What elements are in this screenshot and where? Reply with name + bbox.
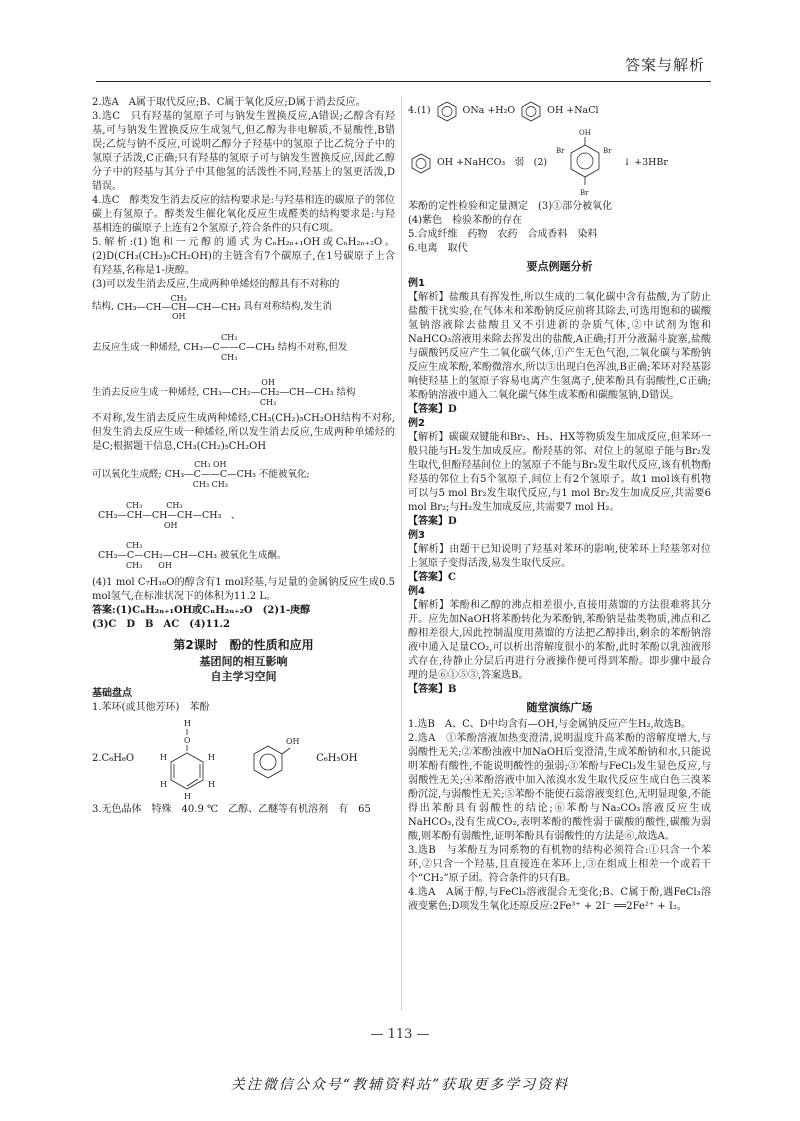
precipitate-arrow-icon: ↓ xyxy=(623,157,632,168)
basics-1: 1.苯环(或其他芳环) 苯酚 xyxy=(92,702,210,713)
answer-4-line4: (4)紫色 检验苯酚的存在 xyxy=(408,215,523,226)
svg-text:H: H xyxy=(208,780,216,789)
formula-1-chain: CH₃—CH—CH—CH—CH₃ xyxy=(117,301,241,313)
formula-4-top: CH₃ OH xyxy=(194,460,227,469)
answer-5-key: 答案:(1)CₙH₂ₙ₊₁OH或CₙH₂ₙ₊₂O (2)1-庚醇 xyxy=(92,605,311,616)
formula-1-substituent: CH₃ xyxy=(170,293,187,303)
formula-row-6: CH₃ CH₃—C—CH₂—CH—CH₃ CH₃ OH 被氧化生成酮。 xyxy=(98,541,287,570)
reaction-row-1: 4.(1) ONa +H₂O OH +NaCl xyxy=(408,96,711,126)
answer-5-key2: (3)C D B AC (4)11.2 xyxy=(92,619,230,630)
formula-4-chain: CH₃—C——C—CH₃ xyxy=(164,469,256,480)
formula-row-1: 结构, CH₃ CH₃—CH—CH—CH—CH₃ OH 具有对称结构,发生消 xyxy=(92,293,332,321)
formula-5-chain: CH₃—CH—CH—CH—CH₃ 、 xyxy=(98,510,241,521)
formula-5-bottom: OH xyxy=(164,521,178,530)
svg-text:H: H xyxy=(184,792,192,801)
footer-note: 关注微信公众号“教辅资料站”获取更多学习资料 xyxy=(230,1077,570,1093)
answer-5: 5.合成纤维 药物 农药 合成香料 染料 xyxy=(408,229,598,240)
practice-2: 2.选A ①苯酚溶液加热变澄清,说明温度升高苯酚的溶解度增大,与弱酸性无关;②苯酚浊液中加NaOH后变澄清,生成苯酚钠和水,只能说明苯酚有酸性,不能说明酸性的强弱;③苯酚与FeCl₃发生显色反应,与弱酸性无关;④苯酚溶液中加入浓溴水发生取代反应生成白色三溴苯酚沉淀,与弱酸性无关;⑤苯酚不能使石蕊溶液变红色,无明显现象,不能得出苯酚具有弱酸性的结论;⑥苯酚与Na₂CO₃溶液反应生成NaHCO₃,没有生成CO₂,表明苯酚的酸性弱于碳酸的酸性,碳酸为弱酸,则苯酚有弱酸性,证明苯酚具有弱酸性的方法是⑥,故选A。 xyxy=(408,733,711,842)
answer-4-line3: 苯酚的定性检验和定量测定 (3)①部分被氧化 xyxy=(408,201,613,212)
example-4-answer: 【答案】B xyxy=(408,684,457,695)
svg-text:Br: Br xyxy=(556,147,565,155)
formula-1-hydroxyl: OH xyxy=(171,311,186,321)
svg-text:O: O xyxy=(184,736,191,745)
example-1-answer: 【答案】D xyxy=(408,404,457,415)
phenol-kekule-structure-icon xyxy=(148,717,228,801)
example-2-answer: 【答案】D xyxy=(408,516,457,527)
formula-2-top: CH₃ xyxy=(221,333,238,342)
example-3-label: 例3 xyxy=(408,530,425,541)
answer-5-part1: 5.解析:(1)饱和一元醇的通式为CₙH₂ₙ₊₁OH或CₙH₂ₙ₊₂O。(2)D(CH₃(CH₂)₅CH₂OH)的主链含有7个碳原子,在1号碳原子上含有羟基,名称是1-庚醇。 xyxy=(92,237,395,276)
left-column xyxy=(92,96,395,1011)
header-title: 答案与解析 xyxy=(624,56,705,74)
phenol-structures: 2.C₆H₆O H O H H H H H OH C₆H₅OH xyxy=(92,719,358,801)
example-3-answer: 【答案】C xyxy=(408,572,456,583)
svg-text:H: H xyxy=(160,780,168,789)
answer-5-part3b: 不对称,发生消去反应生成两种烯烃,CH₃(CH₂)₅CH₂OH结构不对称,但发生消去反应生成一种烯烃,所以发生消去反应,生成两种单烯烃的是C;根据题干信息,CH₃(CH₂)₅CH₂OH xyxy=(92,413,395,452)
svg-text:OH: OH xyxy=(579,129,591,137)
reaction-row-2: OH +NaHCO₃ 弱 (2) OH Br Br Br ↓ +3HBr xyxy=(408,126,711,200)
svg-text:Br: Br xyxy=(580,189,589,197)
svg-text:H: H xyxy=(208,753,216,762)
formula-6-chain: CH₃—C—CH₂—CH—CH₃ xyxy=(98,550,217,561)
phenol-ring-structure-icon xyxy=(242,724,302,794)
formula-row-5 xyxy=(92,496,395,536)
formula-6-bottom: CH₃ OH xyxy=(126,561,172,570)
svg-text:H: H xyxy=(184,719,192,728)
section-practice: 随堂演练广场 xyxy=(526,701,593,714)
formula-2-bottom: CH₃ xyxy=(221,353,238,362)
example-2-explanation: 【解析】碳碳双键能和Br₂、H₂、HX等物质发生加成反应,但苯环一般只能与H₂发生加成反应。酚羟基的邻、对位上的氢原子能与Br₂发生取代,但酚羟基间位上的氢原子不能与Br₂发生取代反应,该有机物酚羟基的邻位上有5个氢原子,间位上有2个氢原子。故1 mol该有机物可以与5 mol Br₂发生取代反应,与1 mol Br₂发生加成反应,共需要6 mol Br₂;与H₂发生加成反应,共需要7 mol H₂。 xyxy=(408,432,711,513)
answer-5-part3: (3)可以发生消去反应,生成两种单烯烃的醇具有不对称的 xyxy=(92,279,340,290)
answer-6: 6.电离 取代 xyxy=(408,243,468,254)
practice-3: 3.选B 与苯酚互为同系物的有机物的结构必须符合:①只含一个苯环,②只含一个羟基,且直接连在苯环上,③在组成上相差一个或若干个“CH₂”原子团。符合条件的只有B。 xyxy=(408,845,711,884)
formula-4-bottom: CH₃ CH₃ xyxy=(192,480,228,489)
right-column xyxy=(408,96,711,1011)
example-4-label: 例4 xyxy=(408,586,425,597)
formula-row-2: 去反应生成一种烯烃, CH₃ CH₃—C——C—CH₃ CH₃ 结构不对称,但发 xyxy=(92,333,348,362)
example-4-explanation: 【解析】苯酚和乙醇的沸点相差很小,直接用蒸馏的方法很难将其分开。应先加NaOH将苯酚转化为苯酚钠,苯酚钠是盐类物质,沸点和乙醇相差很大,因此控制温度用蒸馏的方法把乙醇排出,剩余的苯酚钠溶液中通入足量CO₂,可以析出溶解度很小的苯酚,此时苯酚以乳浊液形式存在,待静止分层后再进行分液操作便可得到苯酚。即步骤中最合理的是⑥①⑤③,答案选B。 xyxy=(408,600,711,681)
page-header xyxy=(96,52,711,82)
lesson-title: 第2课时 酚的性质和应用 xyxy=(173,638,314,652)
example-2-label: 例2 xyxy=(408,418,425,429)
formula-3-chain: CH₃—CH₂—CH₂—CH—CH₃ xyxy=(202,387,334,398)
benzene-ring-icon xyxy=(408,152,434,174)
lesson-subtitle: 基团间的相互影响 xyxy=(199,655,288,668)
formula-2-chain: CH₃—C——C—CH₃ xyxy=(183,342,275,353)
benzene-ring-icon xyxy=(434,100,460,122)
formula-3-bottom: CH₃ xyxy=(259,398,277,407)
answer-5-part4: (4)1 mol C₇H₁₆O的醇含有1 mol羟基,与足量的金属钠反应生成0.5 mol氢气,在标准状况下的体积为11.2 L。 xyxy=(92,577,395,602)
answer-4: 4.选C 醇类发生消去反应的结构要求是:与羟基相连的碳原子的邻位碳上有氢原子。醇类发生催化氧化反应生成醛类的结构要求是:与羟基相连的碳原子上连有2个氢原子,符合条件的只有C项。 xyxy=(92,195,395,234)
example-3-explanation: 【解析】由题干已知说明了羟基对苯环的影响,使苯环上羟基邻对位上氢原子变得活泼,易发生取代反应。 xyxy=(408,544,711,569)
section-self-study: 自主学习空间 xyxy=(210,670,277,683)
answer-2: 2.选A A属于取代反应;B、C属于氧化反应;D属于消去反应。 xyxy=(92,97,366,108)
practice-1: 1.选B A、C、D中均含有—OH,与金属钠反应产生H₂,故选B。 xyxy=(408,719,692,730)
formula-row-3: 生消去反应生成一种烯烃, OH CH₃—CH₂—CH₂—CH—CH₃ CH₃ 结构 xyxy=(92,378,356,407)
svg-text:H: H xyxy=(160,753,168,762)
example-1-label: 例1 xyxy=(408,278,425,289)
formula-row-4: 可以氧化生成醛; CH₃ OH CH₃—C——C—CH₃ CH₃ CH₃ 不能被氧化; xyxy=(92,460,310,489)
svg-text:Br: Br xyxy=(603,147,612,155)
svg-text:OH: OH xyxy=(286,737,300,746)
practice-4: 4.选A A属于醇,与FeCl₃溶液混合无变化;B、C属于酚,遇FeCl₃溶液变紫色;D项发生氧化还原反应:2Fe³⁺ + 2I⁻ ══2Fe²⁺ + I₂。 xyxy=(408,887,711,912)
basics-3: 3.无色晶体 特殊 40.9 ℃ 乙醇、乙醚等有机溶剂 有 65 xyxy=(92,804,371,815)
basics-label: 基础盘点 xyxy=(92,688,132,699)
formula-3-top: OH xyxy=(261,378,275,387)
header-rule xyxy=(96,81,711,82)
formula-5-top: CH₃ CH₃ xyxy=(126,501,183,510)
example-1-explanation: 【解析】盐酸具有挥发性,所以生成的二氧化碳中含有盐酸,为了防止盐酸干扰实验,在气体未和苯酚钠反应前将其除去,可选用饱和的碳酸氢钠溶液除去盐酸且又不引进新的杂质气体,②中试剂为饱和NaHCO₃溶液用来除去挥发出的盐酸,A正确;打开分液漏斗旋塞,盐酸与碳酸钙反应产生二氧化碳气体,①产生无色气泡,二氧化碳与苯酚钠反应生成苯酚,苯酚微溶水,所以③出现白色浑浊,B正确;苯环对羟基影响使羟基上的氢原子容易电离产生氢离子,使苯酚具有弱酸性,C正确;苯酚钠溶液中通入二氧化碳气体生成苯酚和碳酸氢钠,D错误。 xyxy=(408,292,711,401)
page-number: — 113 — xyxy=(370,1027,430,1042)
tribromophenol-structure-icon xyxy=(550,127,620,199)
benzene-ring-icon xyxy=(518,100,544,122)
column-divider xyxy=(401,96,402,1011)
formula-6-top: CH₃ xyxy=(126,541,143,550)
answer-3: 3.选C 只有羟基的氢原子可与钠发生置换反应,A错误;乙醇含有羟基,可与钠发生置换反应生成氢气,但乙醇为非电解质,不显酸性,B错误;乙烷与钠不反应,可说明乙醇分子羟基中的氢原子比乙烷分子中的氢原子活泼,C正确;只有羟基的氢原子可与钠发生置换反应,因此乙醇分子中的羟基与其分子中其他氢的活泼性不同,羟基上的氢更活泼,D错误。 xyxy=(92,111,395,192)
section-analysis: 要点例题分析 xyxy=(526,260,593,273)
